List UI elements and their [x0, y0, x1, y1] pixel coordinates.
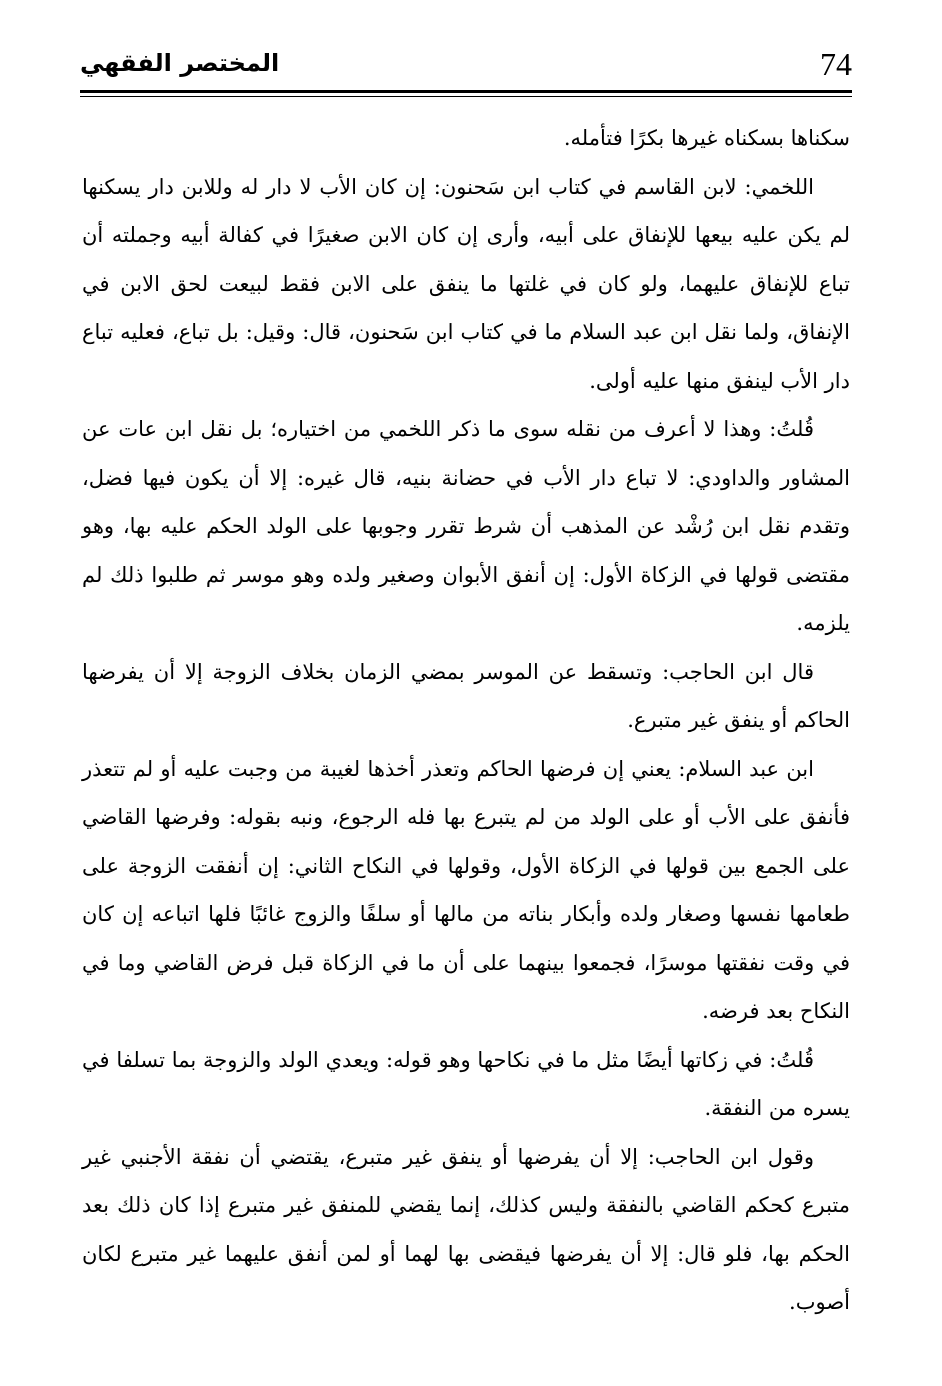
paragraph: وقول ابن الحاجب: إلا أن يفرضها أو ينفق غير متبرع، يقتضي أن نفقة الأجنبي غير متبرع كحكم القاضي بالنفقة وليس كذلك، إنما يقضي للمنفق غير متبرع إذا كان ذلك بعد الحكم بها، فلو قال: إلا أن يفرضها فيقضى بها لهما أو لمن أنفق عليهما غير متبرع لكان أصوب.	[82, 1144, 850, 1314]
header-rule-thin	[80, 96, 852, 97]
paragraph: قُلتُ: وهذا لا أعرف من نقله سوى ما ذكر اللخمي من اختياره؛ بل نقل ابن عات عن المشاور والداودي: لا تباع دار الأب في حضانة بنيه، قال غيره: إلا أن يكون فيها فضل، وتقدم نقل ابن رُشْد عن المذهب أن شرط تقرر وجوبها على الولد الحكم عليه بها، وهو مقتضى قولها في الزكاة الأول: إن أنفق الأبوان وصغير ولده وهو موسر ثم طلبوا ذلك لم يلزمه.	[82, 417, 850, 635]
paragraph: ابن عبد السلام: يعني إن فرضها الحاكم وتعذر أخذها لغيبة من وجبت عليه أو لم تتعذر فأنفق على الأب أو على الولد من لم يتبرع بها فله الرجوع، ونبه بقوله: وفرضها القاضي على الجمع بين قولها في الزكاة الأول، وقولها في النكاح الثاني: إن أنفقت الزوجة على طعامها نفسها وصغار ولده وأبكار بناته من مالها أو سلفًا والزوج غائبًا فلها اتباعه إن كان في وقت نفقتها موسرًا، فجمعوا بينهما على أن ما في الزكاة قبل فرض القاضي وما في النكاح بعد فرضه.	[82, 756, 850, 1023]
paragraph: قُلتُ: في زكاتها أيضًا مثل ما في نكاحها وهو قوله: ويعدي الولد والزوجة بما تسلفا في يسره من النفقة.	[82, 1047, 850, 1120]
page-body	[82, 114, 850, 1327]
header-rule-thick	[80, 90, 852, 93]
paragraph: اللخمي: لابن القاسم في كتاب ابن سَحنون: إن كان الأب لا دار له وللابن دار يسكنها لم يكن عليه بيعها للإنفاق على أبيه، وأرى إن كان الابن صغيرًا في كفالة أبيه وجملته أن تباع للإنفاق عليهما، ولو كان في غلتها ما ينفق على الابن فقط لبيعت لحق الابن في الإنفاق، ولما نقل ابن عبد السلام ما في كتاب ابن سَحنون، قال: وقيل: بل تباع، فعليه تباع دار الأب لينفق منها عليه أولى.	[82, 174, 850, 393]
paragraph: قال ابن الحاجب: وتسقط عن الموسر بمضي الزمان بخلاف الزوجة إلا أن يفرضها الحاكم أو ينفق غير متبرع.	[82, 659, 850, 732]
paragraph-continuation: سكناها بسكناه غيرها بكرًا فتأمله.	[563, 126, 850, 150]
page-number: 74	[820, 46, 852, 82]
page-header	[80, 40, 852, 86]
book-title: المختصر الفقهي	[80, 49, 280, 77]
